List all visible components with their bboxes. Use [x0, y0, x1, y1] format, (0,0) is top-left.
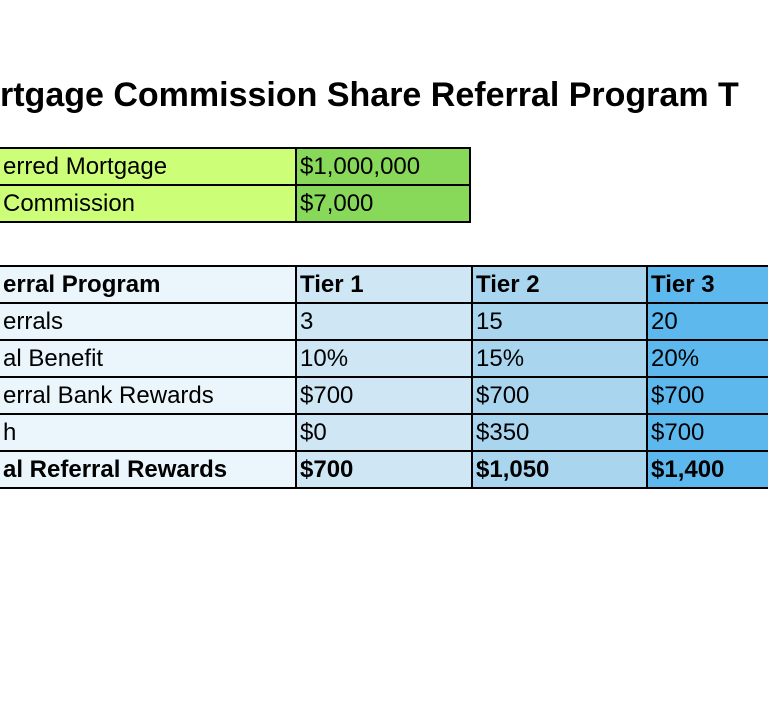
row-label-cell[interactable]: erral Bank Rewards — [0, 377, 296, 414]
row-label-cell[interactable]: al Benefit — [0, 340, 296, 377]
table-row — [0, 377, 768, 414]
table-row — [0, 185, 470, 222]
tier-2-cell[interactable]: 15 — [472, 303, 647, 340]
tier-2-cell[interactable]: $700 — [472, 377, 647, 414]
tier-3-cell[interactable]: 20 — [647, 303, 768, 340]
tier-1-total-cell[interactable]: $700 — [296, 451, 472, 488]
total-label-cell[interactable]: al Referral Rewards — [0, 451, 296, 488]
tier-2-header-cell[interactable]: Tier 2 — [472, 266, 647, 303]
summary-value-cell[interactable]: $7,000 — [296, 185, 470, 222]
table-row — [0, 303, 768, 340]
referral-program-table — [0, 265, 768, 489]
summary-label-cell[interactable]: erred Mortgage — [0, 148, 296, 185]
tier-1-cell[interactable]: $700 — [296, 377, 472, 414]
summary-label-cell[interactable]: Commission — [0, 185, 296, 222]
tier-3-header-cell[interactable]: Tier 3 — [647, 266, 768, 303]
table-row — [0, 414, 768, 451]
table-row — [0, 148, 470, 185]
table-header-row — [0, 266, 768, 303]
tier-2-cell[interactable]: 15% — [472, 340, 647, 377]
header-label-cell[interactable]: erral Program — [0, 266, 296, 303]
row-label-cell[interactable]: errals — [0, 303, 296, 340]
sheet-title: rtgage Commission Share Referral Program T — [0, 76, 739, 114]
tier-1-header-cell[interactable]: Tier 1 — [296, 266, 472, 303]
mortgage-summary-table — [0, 147, 471, 223]
tier-1-cell[interactable]: 10% — [296, 340, 472, 377]
tier-3-cell[interactable]: 20% — [647, 340, 768, 377]
table-row — [0, 340, 768, 377]
tier-2-total-cell[interactable]: $1,050 — [472, 451, 647, 488]
tier-1-cell[interactable]: 3 — [296, 303, 472, 340]
total-row — [0, 451, 768, 488]
summary-value-cell[interactable]: $1,000,000 — [296, 148, 470, 185]
tier-2-cell[interactable]: $350 — [472, 414, 647, 451]
tier-3-total-cell[interactable]: $1,400 — [647, 451, 768, 488]
tier-3-cell[interactable]: $700 — [647, 414, 768, 451]
row-label-cell[interactable]: h — [0, 414, 296, 451]
tier-3-cell[interactable]: $700 — [647, 377, 768, 414]
tier-1-cell[interactable]: $0 — [296, 414, 472, 451]
